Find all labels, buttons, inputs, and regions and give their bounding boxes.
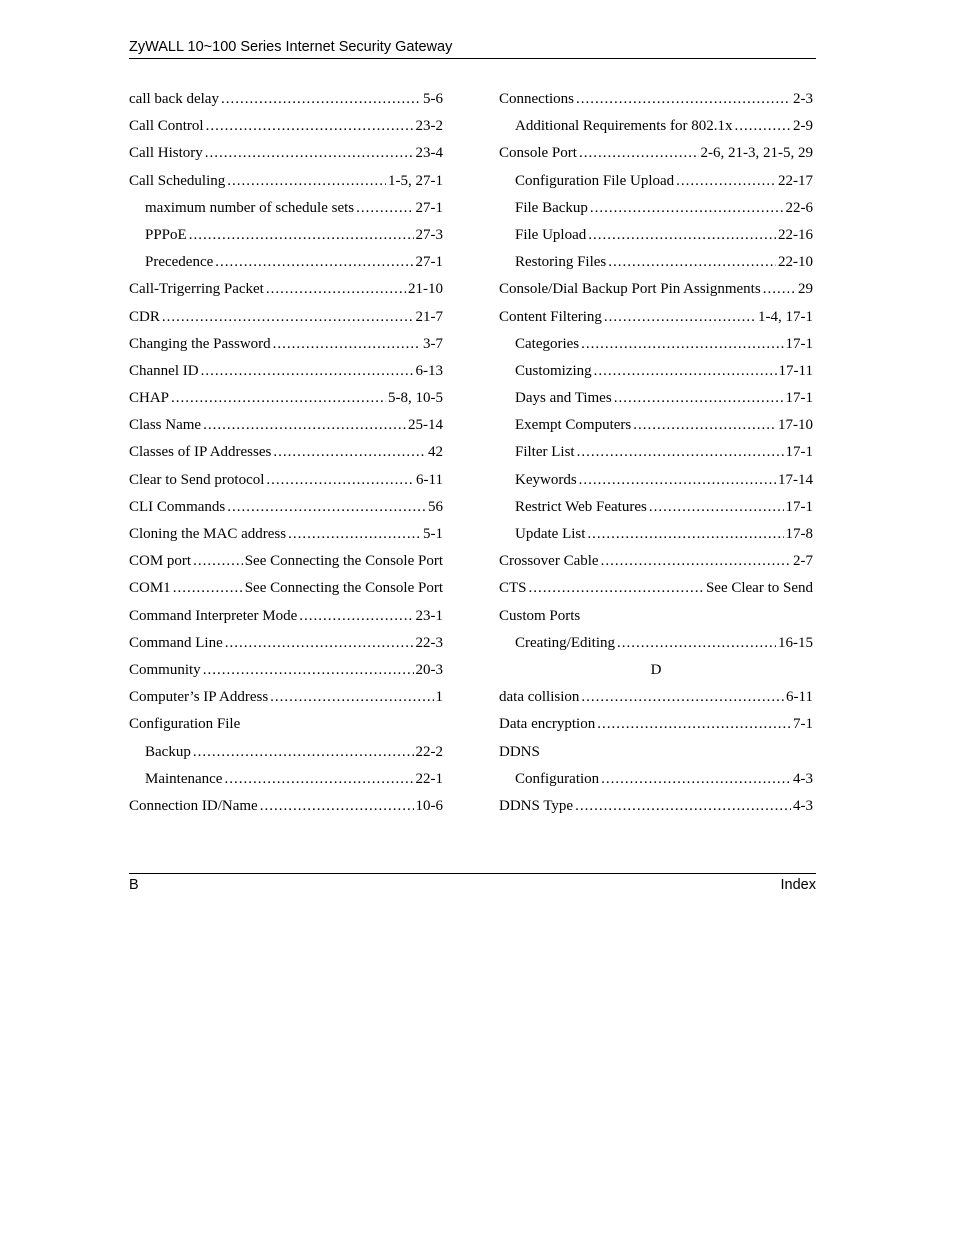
index-page-ref: 22-3	[415, 634, 443, 651]
dot-leader	[173, 575, 243, 602]
page-footer	[129, 873, 816, 895]
index-subentry	[499, 467, 813, 494]
index-term: COM port	[129, 553, 192, 570]
index-entry	[499, 603, 813, 630]
index-page-ref: 23-4	[415, 145, 443, 162]
index-subentry	[499, 494, 813, 521]
index-entry	[129, 385, 443, 412]
index-term: Command Line	[129, 634, 223, 651]
dot-leader	[266, 276, 406, 303]
index-page-ref: 17-14	[778, 471, 813, 488]
index-term: Data encryption	[499, 716, 596, 733]
index-term: data collision	[499, 689, 580, 706]
index-term: Connections	[499, 91, 574, 107]
index-page-ref: See Connecting the Console Port	[244, 553, 443, 570]
index-term: Maintenance	[145, 770, 223, 787]
index-page-ref: 25-14	[408, 417, 443, 434]
index-page-ref: 42	[428, 444, 443, 461]
index-term: CDR	[129, 308, 160, 325]
dot-leader	[215, 249, 413, 276]
index-term: Precedence	[145, 254, 214, 271]
index-entry	[499, 711, 813, 738]
index-term: CHAP	[129, 390, 170, 407]
index-page-ref: 23-1	[415, 607, 443, 624]
index-term: Configuration	[515, 770, 600, 787]
index-page-ref: 21-10	[408, 281, 443, 298]
section-letter-label: D	[650, 661, 662, 678]
dot-leader	[587, 521, 783, 548]
index-term: Computer’s IP Address	[129, 689, 269, 706]
dot-leader	[224, 766, 413, 793]
index-subentry	[499, 385, 813, 412]
index-entry	[499, 140, 813, 167]
index-page-ref: 1	[435, 689, 443, 706]
index-subentry	[129, 739, 443, 766]
index-page-ref: 22-2	[415, 743, 443, 760]
page-header	[129, 37, 816, 59]
index-page-ref: 22-16	[778, 226, 813, 243]
index-entry	[129, 521, 443, 548]
index-term: COM1	[129, 580, 171, 597]
dot-leader	[260, 793, 414, 820]
dot-leader	[577, 439, 784, 466]
dot-leader	[270, 684, 433, 711]
dot-leader	[225, 630, 414, 657]
dot-leader	[299, 603, 413, 630]
dot-leader	[529, 575, 704, 602]
index-section-letter	[499, 657, 813, 684]
dot-leader	[604, 304, 756, 331]
index-entry	[129, 304, 443, 331]
index-term: File Upload	[515, 226, 587, 243]
index-page-ref: 10-6	[415, 797, 443, 814]
dot-leader	[227, 494, 426, 521]
index-page-ref: 17-1	[785, 444, 813, 461]
dot-leader	[633, 412, 776, 439]
index-term: Call-Trigerring Packet	[129, 281, 264, 298]
dot-leader	[576, 86, 791, 113]
dot-leader	[614, 385, 784, 412]
index-page-ref: 27-1	[415, 199, 443, 216]
index-term: Crossover Cable	[499, 553, 599, 570]
dot-leader	[227, 168, 386, 195]
index-subentry	[499, 195, 813, 222]
index-term: Exempt Computers	[515, 417, 632, 434]
index-term: Keywords	[515, 471, 577, 488]
dot-leader	[162, 304, 414, 331]
dot-leader	[288, 521, 421, 548]
index-term: PPPoE	[145, 226, 187, 243]
index-page-ref: 5-8, 10-5	[388, 390, 443, 407]
index-term: File Backup	[515, 199, 588, 216]
index-term: DDNS	[499, 743, 540, 760]
index-page-ref: 17-8	[785, 526, 813, 542]
index-entry	[129, 358, 443, 385]
index-page-ref: See Connecting the Console Port	[244, 580, 443, 597]
index-page-ref: 17-1	[785, 390, 813, 407]
index-subentry	[499, 521, 813, 548]
index-entry	[129, 603, 443, 630]
index-term: Call History	[129, 145, 203, 162]
index-page-ref: 21-7	[415, 308, 443, 325]
index-term: Cloning the MAC address	[129, 526, 287, 542]
index-entry	[129, 86, 443, 113]
index-entry	[129, 711, 443, 738]
index-entry	[499, 304, 813, 331]
index-page-ref: 22-10	[778, 254, 813, 271]
dot-leader	[203, 412, 406, 439]
index-subentry	[499, 113, 813, 140]
index-entry	[129, 140, 443, 167]
index-term: Customizing	[515, 362, 592, 379]
index-entry	[129, 113, 443, 140]
index-entry	[129, 657, 443, 684]
index-page-ref: 56	[428, 498, 443, 515]
index-page-ref: 6-11	[416, 471, 443, 488]
dot-leader	[193, 739, 414, 766]
index-term: Channel ID	[129, 362, 199, 379]
dot-leader	[203, 657, 414, 684]
index-term: call back delay	[129, 91, 219, 107]
index-page-ref: 2-9	[793, 118, 813, 135]
dot-leader	[356, 195, 413, 222]
index-page-ref: 16-15	[778, 634, 813, 651]
index-term: Restoring Files	[515, 254, 607, 271]
index-subentry	[129, 195, 443, 222]
index-subentry	[499, 222, 813, 249]
index-term: Filter List	[515, 444, 575, 461]
dot-leader	[588, 222, 776, 249]
index-term: CLI Commands	[129, 498, 226, 515]
index-entry	[499, 548, 813, 575]
index-subentry	[499, 331, 813, 358]
dot-leader	[617, 630, 776, 657]
index-entry	[499, 276, 813, 303]
index-subentry	[129, 249, 443, 276]
dot-leader	[221, 86, 421, 113]
index-term: Content Filtering	[499, 308, 602, 325]
index-entry	[499, 739, 813, 766]
index-page-ref: 7-1	[793, 716, 813, 733]
dot-leader	[205, 140, 414, 167]
dot-leader	[575, 793, 791, 820]
index-page-ref: 1-5, 27-1	[388, 172, 443, 189]
index-page-ref: 1-4, 17-1	[758, 308, 813, 325]
index-term: Backup	[145, 743, 191, 760]
index-term: maximum number of schedule sets	[145, 199, 355, 216]
index-entry	[129, 168, 443, 195]
dot-leader	[590, 195, 784, 222]
index-subentry	[499, 358, 813, 385]
index-page-ref: 20-3	[415, 661, 443, 678]
index-page-ref: 2-3	[793, 91, 813, 107]
index-term: Update List	[515, 526, 586, 542]
index-entry	[499, 86, 813, 113]
index-subentry	[499, 412, 813, 439]
dot-leader	[579, 140, 699, 167]
index-entry	[499, 684, 813, 711]
index-term: Class Name	[129, 417, 202, 434]
index-page-ref: 27-3	[415, 226, 443, 243]
footer-label: Index	[780, 877, 816, 893]
index-entry	[499, 575, 813, 602]
index-term: Categories	[515, 335, 580, 352]
dot-leader	[608, 249, 776, 276]
index-term: Additional Requirements for 802.1x	[515, 118, 733, 135]
index-term: Creating/Editing	[515, 634, 615, 651]
index-page-ref: 4-3	[793, 770, 813, 787]
index-term: DDNS Type	[499, 797, 574, 814]
index-term: Console/Dial Backup Port Pin Assignments	[499, 281, 761, 298]
dot-leader	[601, 548, 791, 575]
index-subentry	[499, 168, 813, 195]
index-page-ref: 17-11	[778, 362, 813, 379]
index-term: Custom Ports	[499, 607, 581, 624]
dot-leader	[601, 766, 791, 793]
dot-leader	[273, 439, 426, 466]
dot-leader	[763, 276, 796, 303]
index-subentry	[499, 249, 813, 276]
index-term: Call Control	[129, 118, 204, 135]
index-entry	[129, 494, 443, 521]
index-subentry	[499, 766, 813, 793]
dot-leader	[193, 548, 243, 575]
index-page-ref: 22-6	[785, 199, 813, 216]
index-term: Restrict Web Features	[515, 498, 647, 515]
dot-leader	[597, 711, 791, 738]
index-column-right	[499, 86, 813, 820]
index-page-ref: 3-7	[423, 335, 443, 352]
index-page-ref: 5-1	[423, 526, 443, 542]
index-entry	[129, 467, 443, 494]
index-term: Days and Times	[515, 390, 612, 407]
index-entry	[499, 793, 813, 820]
index-page-ref: 27-1	[415, 254, 443, 271]
dot-leader	[189, 222, 414, 249]
index-entry	[129, 684, 443, 711]
index-page-ref: See Clear to Send	[705, 580, 813, 597]
index-entry	[129, 630, 443, 657]
dot-leader	[579, 467, 776, 494]
index-entry	[129, 548, 443, 575]
index-term: Changing the Password	[129, 335, 271, 352]
index-subentry	[129, 222, 443, 249]
index-page-ref: 5-6	[423, 91, 443, 107]
index-term: Command Interpreter Mode	[129, 607, 298, 624]
index-term: Community	[129, 661, 201, 678]
dot-leader	[734, 113, 791, 140]
index-entry	[129, 793, 443, 820]
dot-leader	[649, 494, 784, 521]
index-page-ref: 6-13	[415, 362, 443, 379]
index-term: Classes of IP Addresses	[129, 444, 272, 461]
index-term: CTS	[499, 580, 527, 597]
index-entry	[129, 331, 443, 358]
dot-leader	[273, 331, 421, 358]
index-page-ref: 17-1	[785, 498, 813, 515]
index-subentry	[129, 766, 443, 793]
index-page-ref: 6-11	[786, 689, 813, 706]
dot-leader	[581, 684, 784, 711]
index-page-ref: 4-3	[793, 797, 813, 814]
dot-leader	[201, 358, 414, 385]
dot-leader	[171, 385, 386, 412]
index-term: Call Scheduling	[129, 172, 226, 189]
index-entry	[129, 412, 443, 439]
dot-leader	[594, 358, 777, 385]
index-subentry	[499, 439, 813, 466]
footer-section-letter: B	[129, 877, 139, 893]
dot-leader	[676, 168, 776, 195]
index-page-ref: 23-2	[415, 118, 443, 135]
index-term: Configuration File	[129, 716, 241, 733]
index-term: Clear to Send protocol	[129, 471, 265, 488]
index-term: Configuration File Upload	[515, 172, 675, 189]
index-column-left	[129, 86, 443, 820]
index-page-ref: 2-7	[793, 553, 813, 570]
index-page-ref: 22-1	[415, 770, 443, 787]
index-subentry	[499, 630, 813, 657]
dot-leader	[206, 113, 414, 140]
index-page-ref: 29	[798, 281, 813, 298]
index-term: Console Port	[499, 145, 577, 162]
index-entry	[129, 439, 443, 466]
dot-leader	[581, 331, 783, 358]
dot-leader	[266, 467, 414, 494]
header-title: ZyWALL 10~100 Series Internet Security Gateway	[129, 39, 453, 55]
index-page-ref: 22-17	[778, 172, 813, 189]
index-page-ref: 17-1	[785, 335, 813, 352]
index-term: Connection ID/Name	[129, 797, 258, 814]
index-entry	[129, 276, 443, 303]
index-page-ref: 2-6, 21-3, 21-5, 29	[700, 145, 813, 162]
index-page-ref: 17-10	[778, 417, 813, 434]
index-entry	[129, 575, 443, 602]
